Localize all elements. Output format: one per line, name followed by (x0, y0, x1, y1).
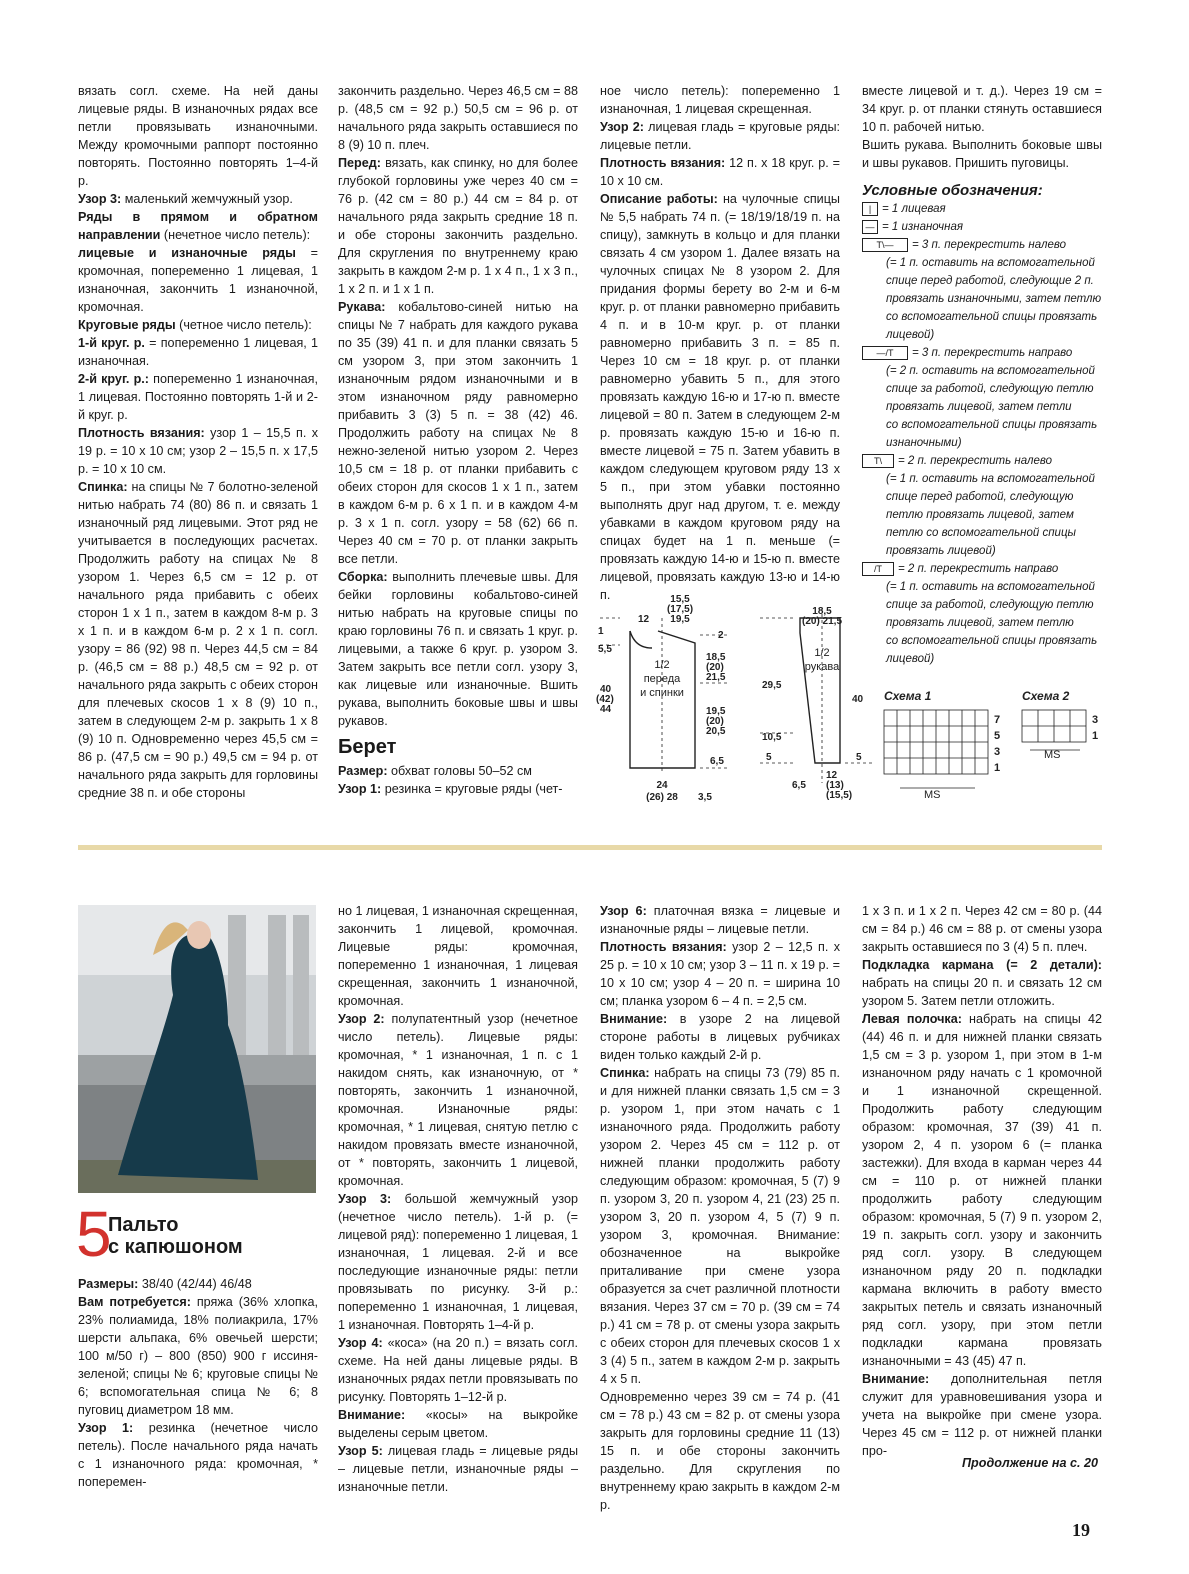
paragraph: лицевые и изнаночные ряды = кромочная, попеременно 1 лицевая, 1 изнаночная, закончить 1 изнаночной, кромочная. (78, 246, 318, 314)
project-title (108, 1214, 243, 1258)
legend-item: | = 1 лицевая (862, 200, 1102, 218)
legend-item-desc: петлю со вспомогательной спицы (886, 527, 1076, 539)
coat-photo (78, 905, 316, 1193)
stitch-symbol-icon: T\— (862, 238, 908, 252)
stitch-symbol-icon: /T (862, 562, 894, 576)
dim-65: 6,5 (710, 756, 724, 767)
paragraph: Ряды в прямом и обратном направлении (нечетное число петель): (78, 210, 318, 242)
paragraph: Узор 3: маленький жемчужный узор. (78, 192, 293, 206)
sleeve-dim-13: (13) (826, 780, 844, 791)
sleeve-dim-5: 5 (766, 752, 772, 763)
legend-item-desc: провязать лицевой) (886, 545, 996, 557)
legend-item-desc: (= 1 п. оставить на вспомогательной (886, 581, 1095, 593)
dim-20b: (20) (706, 716, 724, 727)
paragraph: закончить раздельно. Через 46,5 см = 88 р. (48,5 см = 92 р.) 50,5 см = 96 р. от начального ряда закрыть оставшиеся по 8 (9) 10 п. плеч. (338, 84, 578, 152)
scheme-1-row-3: 3 (994, 746, 1001, 758)
paragraph: вязать согл. схеме. На ней даны лицевые ряды. В изнаночных рядах все петли провязывать изнаночными. Между кромочными раппорт постоянно повторять. Постоянно повторять 1–4-й р. (78, 84, 318, 188)
paragraph: Узор 2: лицевая гладь = круговые ряды: лицевые петли. (600, 120, 841, 152)
paragraph: Узор 1: резинка = круговые ряды (чет- (338, 782, 563, 796)
paragraph: 2-й круг. р.: попеременно 1 изнаночная, 1 лицевая. Постоянно повторять 1-й и 2-й круг. р. (78, 372, 318, 422)
dim-205: 20,5 (706, 726, 726, 737)
paragraph: 1-й круг. р. = попеременно 1 лицевая, 1 изнаночная. (78, 336, 319, 368)
paragraph: Узор 4: «коса» (на 20 п.) = вязать согл. схеме. На ней даны лицевые ряды. В изнаночных рядах петли провязывать по рисунку. Повторять 1–12-й р. (338, 1336, 579, 1404)
knitting-schemes (880, 690, 1102, 800)
stitch-symbol-icon: —/T (862, 346, 908, 360)
dim-12: 12 (638, 614, 650, 625)
paragraph: Сборка: выполнить плечевые швы. Для бейки горловины кобальтово-синей нитью набрать на круговые спицы по краю горловины 76 п. и связать 1 круг. р. лицевыми, а также 6 круг. р. узором 3. Затем закрыть все петли согл. узору 3, как лицевые или изнаночные. Вшить рукава, выполнить боковые швы и швы рукавов. (338, 570, 579, 728)
paragraph: Внимание: в узоре 2 на лицевой стороне работы в лицевых рубчиках виден только каждый 2-й р. (600, 1012, 840, 1062)
legend-item-desc: (= 2 п. оставить на вспомогательной (886, 365, 1095, 377)
dim-44: 44 (600, 704, 612, 715)
paragraph: ное число петель): попеременно 1 изнаночная, 1 лицевая скрещенная. (600, 84, 840, 116)
paragraph: Плотность вязания: узор 2 – 12,5 п. х 25 р. = 10 х 10 см; узор 3 – 11 п. х 19 р. = 10 х 10 см; узор 4 – 20 п. = ширина 10 см; планка узором 6 – 4 п. = 2,5 см. (600, 940, 840, 1008)
column-bottom-2 (338, 902, 578, 1496)
dim-185: 18,5 (706, 652, 726, 663)
sleeve-dim-185: 18,5 (812, 606, 832, 617)
dim-top-2: (17,5) (666, 604, 694, 615)
paragraph: Узор 1: резинка (нечетное число петель). После начального ряда начать с 1 изнаночного ряда: кромочная, * поперемен- (78, 1421, 318, 1489)
scheme-2-row-3: 3 (1092, 714, 1099, 726)
legend-item-desc: спице за работой, следующую петлю (886, 599, 1094, 611)
front-label-2: переда (643, 673, 681, 685)
sleeve-label-1: 1/2 (814, 647, 830, 659)
paragraph: Одновременно через 39 см = 74 р. (41 см = 78 р.) 43 см = 82 р. от смены узора закрыть для горловины средние 11 (13) 15 п. и обе стороны закончить раздельно. Для скругления по внутреннему краю закрыть в каждом 2-м р. (600, 1390, 840, 1512)
legend-item-desc: провязать изнаночными, затем петлю (886, 293, 1102, 305)
paragraph: Вшить рукава. Выполнить боковые швы и швы рукавов. Пришить пуговицы. (862, 138, 1102, 170)
scheme-1-row-7: 7 (994, 714, 1001, 726)
legend-item-desc: спице перед работой, следующую (886, 491, 1074, 503)
dim-24: 24 (656, 780, 668, 791)
legend-item: T\— = 3 п. перекрестить налево (862, 236, 1102, 254)
paragraph: Плотность вязания: 12 п. х 18 круг. р. = 10 х 10 см. (600, 156, 840, 188)
paragraph: 1 х 3 п. и 1 х 2 п. Через 42 см = 80 р. (44 см = 84 р.) 46 см = 88 р. от смены узора закрыть оставшиеся по 3 (4) 5 п. плеч. (862, 904, 1102, 954)
body-outline (630, 631, 695, 768)
paragraph: Узор 2: полупатентный узор (нечетное число петель). Лицевые ряды: кромочная, * 1 изнаночная, 1 п. с 1 накидом снять, как изнаночную, от * повторять, закончить 1 изнаночной, кромочная. Изнаночные ряды: кромочная, * 1 лицевая, снятую петлю с накидом провязать вместе изнаночной, от * повторять, закончить 1 лицевой, кромочная. (338, 1012, 579, 1188)
legend-item-desc: со вспомогательной спицы провязать (886, 635, 1098, 647)
legend-item-desc: спице за работой, следующую петлю (886, 383, 1094, 395)
legend-item-desc: со вспомогательной спицы провязать (886, 311, 1098, 323)
dim-55: 5,5 (598, 644, 612, 655)
paragraph: Размеры: 38/40 (42/44) 46/48 (78, 1277, 252, 1291)
paragraph: Спинка: набрать на спицы 73 (79) 85 п. и для нижней планки связать 1,5 см = 3 р. узором 1, при этом начать с 1 изнаночного ряда. Продолжить работу узором 2. Через 45 см = 112 р. от нижней планки продолжить работу следующим образом: кромочная, 5 (7) 9 п. узором 3, 20 п. узором 4, 21 (23) 25 п. узором 3, 20 п. узором 4, 5 (7) 9 п. узором 3, кромочная. Внимание: обозначенное на выкройке приталивание при смене узора образуется за счет различной плотности вязания. Через 37 см = 70 р. (39 см = 74 р.) 41 см = 78 р. от смены узора закрыть с обеих сторон для плечевых скосов 1 х 3 (4) 5 п., затем в каждом 2-м р. закрыть 4 х 5 п. (600, 1066, 840, 1386)
scheme-1-title: Схема 1 (884, 690, 932, 703)
legend-list (862, 200, 1102, 668)
paragraph: Узор 5: лицевая гладь = лицевые ряды – лицевые петли, изнаночные ряды – изнаночные петли. (338, 1444, 578, 1494)
legend-item-desc: петлю провязать лицевой, затем (886, 509, 1074, 521)
paragraph: Описание работы: на чулочные спицы № 5,5 набрать 74 п. (= 18/19/18/19 п. на спицу), замкнуть в кольцо и для планки связать 4 см узором 1. Далее вязать на чулочных спицах № 8 узором 2. Для придания формы берету во 2-м и 6-м круг. р. от планки равномерно прибавить 4 п. и в 10-м круг. р. от планки равномерно прибавить 3 п. = 85 п. Через 10 см = 18 круг. р. от планки равномерно убавить 5 п., для этого провязать каждую 16-ю и 17-ю п. вместе лицевой = 80 п. Затем в следующем 2-м р. провязать каждую 15-ю и 16-ю п. вместе лицевой = 75 п. Затем убавить в каждом следующем круговом ряду 13 х 5 п., при этом убавки постоянно выполнять друг над другом, т. е. между убавками в каждом круговом ряду на спицах будет на 1 п. меньше (= провязать каждую 14-ю и 15-ю п. вместе лицевой, провязать каждую 13-ю и 14-ю п. (600, 192, 840, 602)
legend-item: /T = 2 п. перекрестить направо (862, 560, 1102, 578)
legend-item-desc: лицевой) (886, 653, 935, 665)
sleeve-label-2: рукава (804, 661, 840, 673)
project-title-line-2: с капюшоном (108, 1236, 243, 1258)
legend-item-desc: лицевой) (886, 329, 935, 341)
paragraph: Круговые ряды (четное число петель): (78, 318, 312, 332)
scheme-1-row-1: 1 (994, 762, 1001, 774)
scheme-1-row-5: 5 (994, 730, 1001, 742)
dim-26: (26) 28 (646, 792, 678, 803)
beret-title: Берет (338, 736, 397, 758)
legend-item-desc: изнаночными) (886, 437, 962, 449)
paragraph: Спинка: на спицы № 7 болотно-зеленой нитью набрать 74 (80) 86 п. и связать 1 изнаночный ряд лицевыми. Этот ряд не учитывается в последующих расчетах. Продолжить работу на спицах № 8 узором 1. Через 6,5 см = 12 р. от начального ряда прибавить с обеих сторон 1 х 1 п., затем в каждом 8-м р. 3 х 1 п. и в каждом 6-м р. 2 х 1 п. согл. узору = 86 (92) 98 п. Через 44,5 см = 84 р. (46,5 см = 88 р.) 48,5 см = 92 р. от начального ряда закрыть с обеих сторон для плечевых скосов 1 х 8 (9) 10 п., затем в следующем 2-м р. закрыть 1 х 8 (9) 10 п. Одновременно через 45,5 см = 86 р. (47,5 см = 90 р.) 49,5 см = 94 р. от начального ряда закрыть для горловины средние 38 п. и обе стороны (78, 480, 318, 800)
legend-item-desc: провязать лицевой, затем петли (886, 401, 1072, 413)
dim-215: 21,5 (706, 672, 726, 683)
neckline-curve (630, 631, 652, 648)
dim-42: (42) (596, 694, 614, 705)
legend-item-desc: (= 1 п. оставить на вспомогательной (886, 257, 1095, 269)
column-bottom-3 (600, 902, 840, 1514)
paragraph: Размер: обхват головы 50–52 см (338, 764, 532, 778)
column-top-1 (78, 82, 318, 802)
dim-2: 2 (718, 630, 724, 641)
sleeve-dim-65: 6,5 (792, 780, 806, 791)
sleeve-outline (800, 616, 843, 763)
dim-top: 15,5 (670, 594, 690, 605)
scheme-2-title: Схема 2 (1022, 690, 1070, 703)
paragraph: Внимание: «косы» на выкройке выделены серым цветом. (338, 1408, 578, 1440)
sleeve-dim-295: 29,5 (762, 680, 782, 691)
paragraph: Перед: вязать, как спинку, но для более глубокой горловины уже через 40 см = 76 р. (42 см = 80 р.) 44 см = 84 р. от начального ряда закрыть средние 18 п. и обе стороны закончить раздельно. Для скругления по внутреннему краю закрыть в каждом 2-м р. 1 х 4 п., 1 х 3 п., 1 х 2 п. и 1 х 1 п. (338, 156, 578, 296)
paragraph: но 1 лицевая, 1 изнаночная скрещенная, закончить 1 лицевой, кромочная. Лицевые ряды: кромочная, попеременно 1 изнаночная, 1 лицевая скрещенная, закончить 1 изнаночной, кромочная. (338, 904, 578, 1008)
dim-1: 1 (598, 626, 604, 637)
paragraph: Внимание: дополнительная петля служит для уравновешивания узора и учета на выкройке при смене узора. Через 45 см = 112 р. от нижней планки про- (862, 1372, 1102, 1458)
stitch-symbol-icon: T\ (862, 454, 894, 468)
pattern-schematic (590, 588, 880, 808)
legend-item: T\ = 2 п. перекрестить налево (862, 452, 1102, 470)
sleeve-dim-40: 40 (852, 694, 864, 705)
column-bottom-4 (862, 902, 1102, 1460)
column-top-4 (862, 82, 1102, 668)
dim-195: 19,5 (706, 706, 726, 717)
column-top-2 (338, 82, 578, 798)
sleeve-dim-155: (15,5) (826, 790, 853, 801)
dim-20: (20) (706, 662, 724, 673)
section-divider (78, 845, 1102, 850)
scheme-2-row-1: 1 (1092, 730, 1099, 742)
legend-item-desc: (= 1 п. оставить на вспомогательной (886, 473, 1095, 485)
legend-title: Условные обозначения: (862, 182, 1043, 199)
project-title-line-1: Пальто (108, 1214, 179, 1236)
legend-item-desc: спице перед работой, следующие 2 п. (886, 275, 1094, 287)
paragraph: Узор 6: платочная вязка = лицевые и изнаночные ряды – лицевые петли. (600, 904, 840, 936)
paragraph: Вам потребуется: пряжа (36% хлопка, 23% полиамида, 18% полиакрила, 17% шерсти альпака, 6% овечьей шерсти; 100 м/50 г) – 800 (850) 900 г иссиня-зеленой; спицы № 6; круговые спицы № 6; вспомогательная спица № 6; 8 пуговиц диаметром 18 мм. (78, 1295, 319, 1417)
beret-intro (338, 762, 578, 798)
project-number: 5 (76, 1198, 112, 1270)
stitch-symbol-icon: | (862, 202, 878, 216)
column-top-3 (600, 82, 840, 604)
paragraph: Левая полочка: набрать на спицы 42 (44) 46 п. и для нижней планки связать 1,5 см = 3 р. узором 1, при этом в 1-м изнаночном ряду начать с 1 кромочной и 1 изнаночной скрещенной. Продолжить работу следующим образом: кромочная, 37 (39) 41 п. узором 2, 4 п. узором 6 (= планка застежки). Для входа в карман через 44 см = 110 р. от нижней планки продолжить работу следующим образом: кромочная, 5 (7) 9 п. узором 2, 19 п. закрыть согл. узору и закончить ряд согл. узору. В следующем изнаночном ряду 20 п. подкладки кармана включить в работу вместо закрытых петель и связать изнаночный ряд согл. узору, при этом петли подкладки кармана провязать изнаночными = 43 (45) 47 п. (862, 1012, 1102, 1368)
paragraph: Подкладка кармана (= 2 детали): набрать на спицы 20 п. и связать 12 см узором 5. Затем петли отложить. (862, 958, 1102, 1008)
sleeve-dim-12: 12 (826, 770, 838, 781)
column-top-4-text (862, 82, 1102, 172)
legend-item-desc: со вспомогательной спицы провязать (886, 419, 1098, 431)
scheme-1-ms: MS (924, 789, 941, 800)
sleeve-dim-5b: 5 (856, 752, 862, 763)
column-bottom-1 (78, 1275, 318, 1491)
page-number: 19 (1072, 1520, 1090, 1540)
front-label-3: и спинки (640, 687, 684, 699)
column-top-2-text (338, 82, 578, 730)
paragraph: Рукава: кобальтово-синей нитью на спицы № 7 набрать для каждого рукава по 35 (39) 41 п. и для планки связать 5 см узором 3, при этом закончить 1 изнаночным рядом изнаночными и в этом изнаночном ряду равномерно прибавить 3 (3) 5 п. = 38 (42) 46. Продолжить работу на спицах № 8 нежно-зеленой нитью узором 2. Через 10,5 см = 18 р. от планки прибавить с обеих сторон для скосов 1 х 1 п., затем в каждом 6-м р. 6 х 1 п. и в каждом 4-м р. 3 х 1 п. согл. узору = 58 (62) 66 п. Через 40 см = 70 р. от планки закрыть все петли. (338, 300, 578, 566)
front-label-1: 1/2 (654, 659, 670, 671)
continued-note: Продолжение на с. 20 (962, 1456, 1098, 1470)
legend-item: — = 1 изнаночная (862, 218, 1102, 236)
sleeve-dim-20: (20) 21,5 (801, 616, 843, 627)
stitch-symbol-icon: — (862, 220, 878, 234)
legend-item-desc: провязать лицевой, затем петлю (886, 617, 1074, 629)
paragraph: Узор 3: большой жемчужный узор (нечетное число петель). 1-й р. (= лицевой ряд): попеременно 1 лицевая, 1 изнаночная, 1 лицевая. 2-й и все последующие изнаночные ряды: петли провязывать по рисунку. 3-й р.: попеременно 1 изнаночная, 1 лицевая, 1 изнаночная. Повторять 1–4-й р. (338, 1192, 578, 1332)
dim-35: 3,5 (698, 792, 712, 803)
dim-40: 40 (600, 684, 612, 695)
paragraph: вместе лицевой и т. д.). Через 19 см = 34 круг. р. от планки стянуть оставшиеся 10 п. рабочей нитью. (862, 84, 1102, 134)
dim-top-3: 19,5 (670, 614, 690, 625)
legend-item: —/T = 3 п. перекрестить направо (862, 344, 1102, 362)
sleeve-dim-105: 10,5 (762, 732, 782, 743)
paragraph: Плотность вязания: узор 1 – 15,5 п. х 19 р. = 10 х 10 см; узор 2 – 15,5 п. х 17,5 р. = 10 х 10 см. (78, 426, 318, 476)
scheme-2-ms: MS (1044, 749, 1061, 761)
